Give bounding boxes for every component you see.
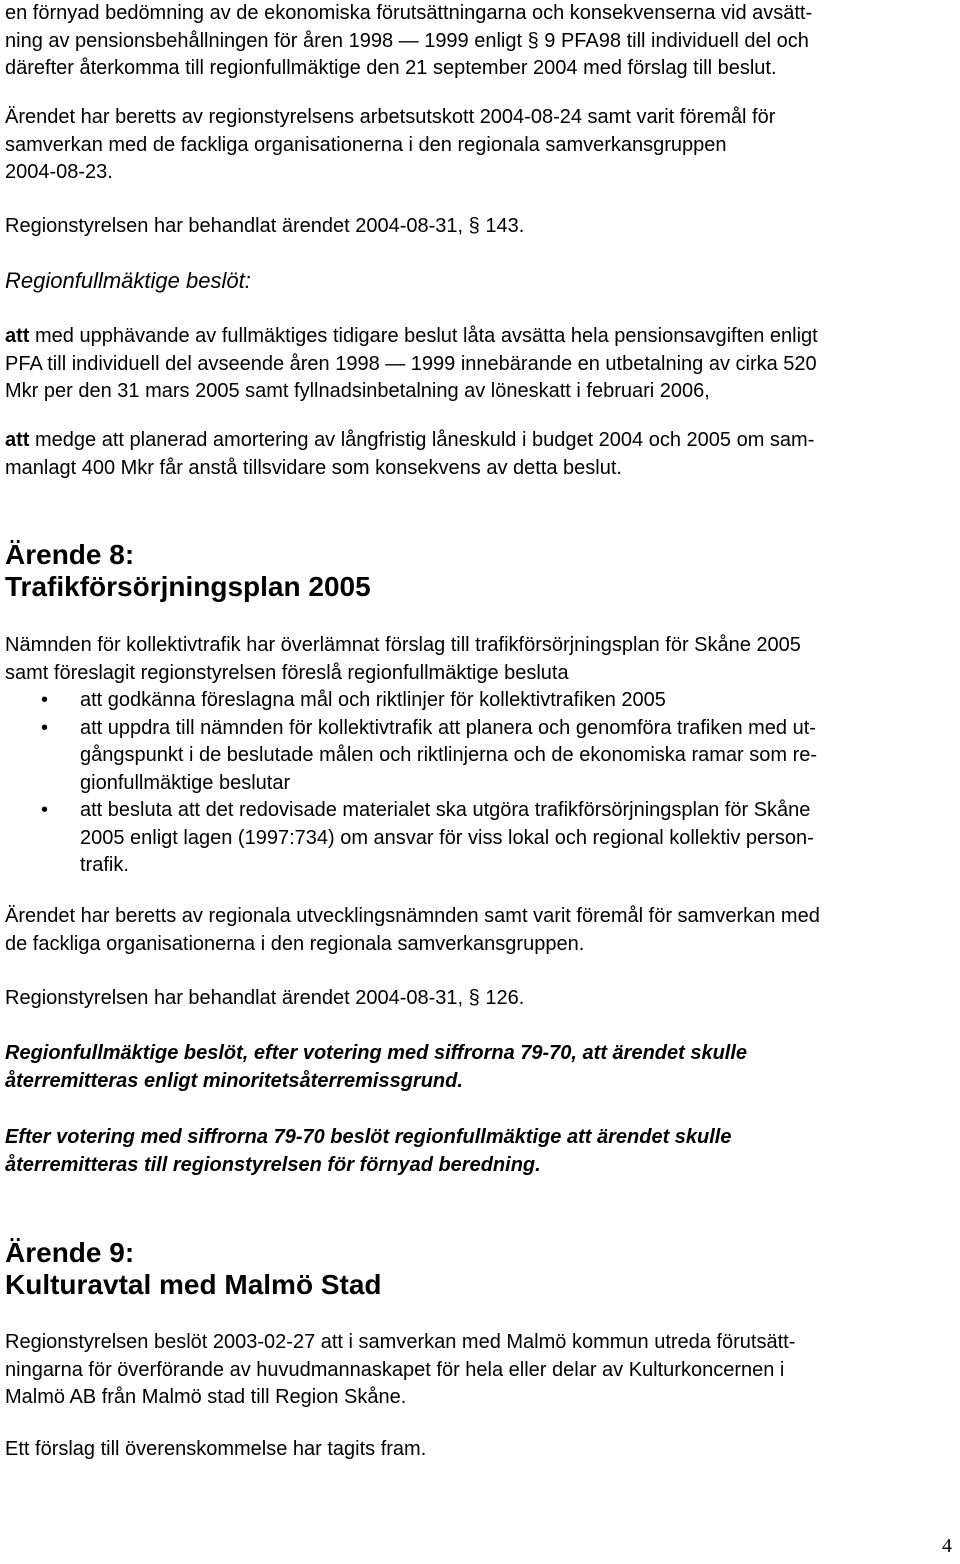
text-line: Regionfullmäktige beslöt, efter votering med siffrorna 79-70, att ärendet skulle — [5, 1042, 748, 1064]
heading-line: Trafikförsörjningsplan 2005 — [5, 571, 371, 602]
text-line: att besluta att det redovisade materialet ska utgöra trafikförsörjningsplan för Skåne — [80, 799, 811, 821]
text-line: en förnyad bedömning av de ekonomiska förutsättningarna och konsekvenserna vid avsätt- — [5, 2, 813, 24]
paragraph-arende9 — [5, 1329, 795, 1412]
text-line — [5, 427, 814, 455]
bullet-icon: • — [41, 689, 49, 711]
paragraph-intro — [5, 0, 812, 83]
text-line: samverkan med de fackliga organisationerna i den regionala samverkansgruppen — [5, 133, 727, 156]
text-line: de fackliga organisationerna i den regionala samverkansgruppen. — [5, 932, 585, 955]
att-clause-1 — [5, 323, 818, 406]
text-line: gångspunkt i de beslutade målen och riktlinjerna och de ekonomiska ramar som re- — [80, 744, 818, 766]
bullet-icon: • — [41, 716, 49, 739]
text-line: att godkänna föreslagna mål och riktlinjer för kollektivtrafiken 2005 — [80, 689, 666, 711]
text-line: Efter votering med siffrorna 79-70 beslöt regionfullmäktige att ärendet skulle — [5, 1126, 732, 1148]
heading-line: Ärende 9: — [5, 1237, 135, 1268]
paragraph-arende9-forslag: Ett förslag till överenskommelse har tagits fram. — [5, 1438, 427, 1460]
text-line: 2005 enligt lagen (1997:734) om ansvar för viss lokal och regional kollektiv person- — [80, 826, 814, 849]
bullet-list — [5, 687, 817, 880]
text-line: samt föreslagit regionstyrelsen föreslå regionfullmäktige besluta — [5, 661, 569, 684]
list-item — [5, 687, 817, 715]
beslut-heading: Regionfullmäktige beslöt: — [5, 268, 251, 293]
att-keyword: att — [5, 325, 30, 347]
heading-line: Kulturavtal med Malmö Stad — [5, 1269, 382, 1300]
list-item — [5, 715, 817, 798]
text-span: medge att planerad amortering av långfristig låneskuld i budget 2004 och 2005 om sam- — [29, 429, 815, 451]
bullet-icon: • — [41, 799, 49, 821]
text-line: manlagt 400 Mkr får anstå tillsvidare som konsekvens av detta beslut. — [5, 456, 622, 479]
text-line: återremitteras enligt minoritetsåterremissgrund. — [5, 1070, 463, 1092]
text-line: Regionstyrelsen beslöt 2003-02-27 att i samverkan med Malmö kommun utreda förutsätt- — [5, 1331, 796, 1353]
decision-votering-2 — [5, 1123, 731, 1179]
text-line: Ärendet har beretts av regionstyrelsens arbetsutskott 2004-08-24 samt varit föremål för — [5, 106, 776, 128]
paragraph-beretts — [5, 104, 775, 187]
text-line: 2004-08-23. — [5, 161, 113, 183]
att-clause-2 — [5, 427, 814, 482]
text-span: med upphävande av fullmäktiges tidigare beslut låta avsätta hela pensionsavgiften enligt — [29, 325, 818, 347]
text-line: Ärendet har beretts av regionala utvecklingsnämnden samt varit föremål för samverkan med — [5, 905, 820, 927]
paragraph-arende8-intro — [5, 632, 801, 687]
text-line: ning av pensionsbehållningen för åren 1998 — 1999 enligt § 9 PFA98 till individuell del och — [5, 29, 809, 52]
heading-arende-8 — [5, 539, 371, 603]
text-line: gionfullmäktige beslutar — [80, 771, 291, 794]
text-line: ningarna för överförande av huvudmannaskapet för hela eller delar av Kulturkoncernen i — [5, 1358, 785, 1381]
text-line: PFA till individuell del avseende åren 1998 — 1999 innebärande en utbetalning av cirka 520 — [5, 352, 817, 375]
text-line: Nämnden för kollektivtrafik har överlämnat förslag till trafikförsörjningsplan för Skåne 2005 — [5, 634, 801, 656]
heading-line: Ärende 8: — [5, 539, 135, 570]
text-line: därefter återkomma till regionfullmäktige den 21 september 2004 med förslag till beslut. — [5, 57, 777, 79]
paragraph-arende8-beretts — [5, 903, 820, 958]
paragraph-arende8-behandlat: Regionstyrelsen har behandlat ärendet 2004-08-31, § 126. — [5, 987, 525, 1009]
text-line: trafik. — [80, 854, 129, 876]
att-keyword: att — [5, 429, 30, 451]
paragraph-behandlat: Regionstyrelsen har behandlat ärendet 2004-08-31, § 143. — [5, 215, 525, 237]
list-item — [5, 797, 817, 880]
text-line: Malmö AB från Malmö stad till Region Skåne. — [5, 1386, 407, 1408]
text-line: återremitteras till regionstyrelsen för förnyad beredning. — [5, 1154, 541, 1176]
decision-votering-1 — [5, 1039, 747, 1095]
text-line: Mkr per den 31 mars 2005 samt fyllnadsinbetalning av löneskatt i februari 2006, — [5, 380, 710, 402]
text-line — [5, 323, 818, 351]
text-line: att uppdra till nämnden för kollektivtrafik att planera och genomföra trafiken med ut- — [80, 716, 816, 739]
heading-arende-9 — [5, 1237, 382, 1301]
page-number: 4 — [942, 1535, 952, 1557]
